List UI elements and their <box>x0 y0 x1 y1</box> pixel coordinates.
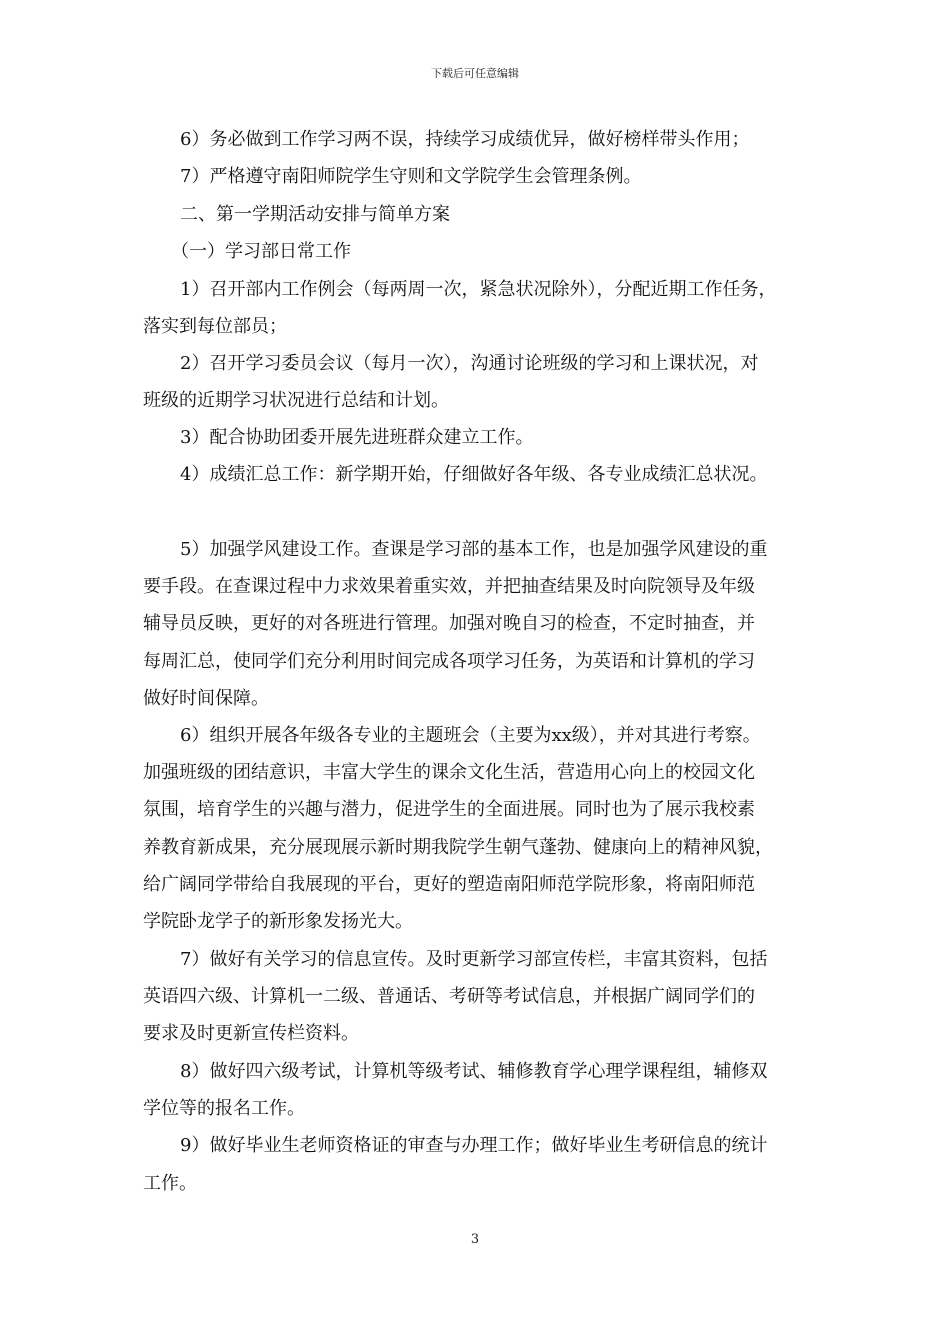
body-line: 3）配合协助团委开展先进班群众建立工作。 <box>180 427 534 448</box>
body-line: 给广阔同学带给自我展现的平台，更好的塑造南阳师范学院形象，将南阳师范 <box>143 874 755 895</box>
body-line: 学位等的报名工作。 <box>143 1098 305 1119</box>
body-line: 7）严格遵守南阳师院学生守则和文学院学生会管理条例。 <box>180 166 642 187</box>
page-header: 下载后可任意编辑 <box>431 67 519 80</box>
body-line: 英语四六级、计算机一二级、普通话、考研等考试信息，并根据广阔同学们的 <box>143 986 755 1007</box>
body-line: 5）加强学风建设工作。查课是学习部的基本工作，也是加强学风建设的重 <box>180 539 768 560</box>
body-line: 加强班级的团结意识，丰富大学生的课余文化生活，营造用心向上的校园文化 <box>143 762 755 783</box>
page-number: 3 <box>470 1232 480 1247</box>
section-heading: 二、第一学期活动安排与简单方案 <box>180 204 450 225</box>
body-line: 要手段。在查课过程中力求效果着重实效，并把抽查结果及时向院领导及年级 <box>143 576 755 597</box>
body-line: 做好时间保障。 <box>143 688 269 709</box>
body-line: 1）召开部内工作例会（每两周一次，紧急状况除外），分配近期工作任务， <box>180 279 777 300</box>
body-line: 氛围，培育学生的兴趣与潜力，促进学生的全面进展。同时也为了展示我校素 <box>143 799 755 820</box>
body-line: 2）召开学习委员会议（每月一次），沟通讨论班级的学习和上课状况，对 <box>180 353 759 374</box>
body-line: 每周汇总，使同学们充分利用时间完成各项学习任务，为英语和计算机的学习 <box>143 651 755 672</box>
body-line: 6）组织开展各年级各专业的主题班会（主要为xx级），并对其进行考察。 <box>180 725 761 746</box>
body-line: 8）做好四六级考试，计算机等级考试、辅修教育学心理学课程组，辅修双 <box>180 1061 768 1082</box>
body-line: 学院卧龙学子的新形象发扬光大。 <box>143 911 413 932</box>
body-line: 辅导员反映，更好的对各班进行管理。加强对晚自习的检查，不定时抽查，并 <box>143 613 755 634</box>
body-line: 工作。 <box>143 1173 197 1194</box>
body-line: 养教育新成果，充分展现展示新时期我院学生朝气蓬勃、健康向上的精神风貌， <box>143 837 773 858</box>
body-line: 6）务必做到工作学习两不误，持续学习成绩优异，做好榜样带头作用； <box>180 129 750 150</box>
subsection-heading: （一）学习部日常工作 <box>171 241 351 262</box>
body-line: 7）做好有关学习的信息宣传。及时更新学习部宣传栏，丰富其资料，包括 <box>180 949 768 970</box>
body-line: 落实到每位部员； <box>143 316 287 337</box>
body-line: 要求及时更新宣传栏资料。 <box>143 1023 359 1044</box>
body-line: 4）成绩汇总工作：新学期开始，仔细做好各年级、各专业成绩汇总状况。 <box>180 464 768 485</box>
body-line: 9）做好毕业生老师资格证的审查与办理工作；做好毕业生考研信息的统计 <box>180 1135 768 1156</box>
body-line: 班级的近期学习状况进行总结和计划。 <box>143 390 449 411</box>
